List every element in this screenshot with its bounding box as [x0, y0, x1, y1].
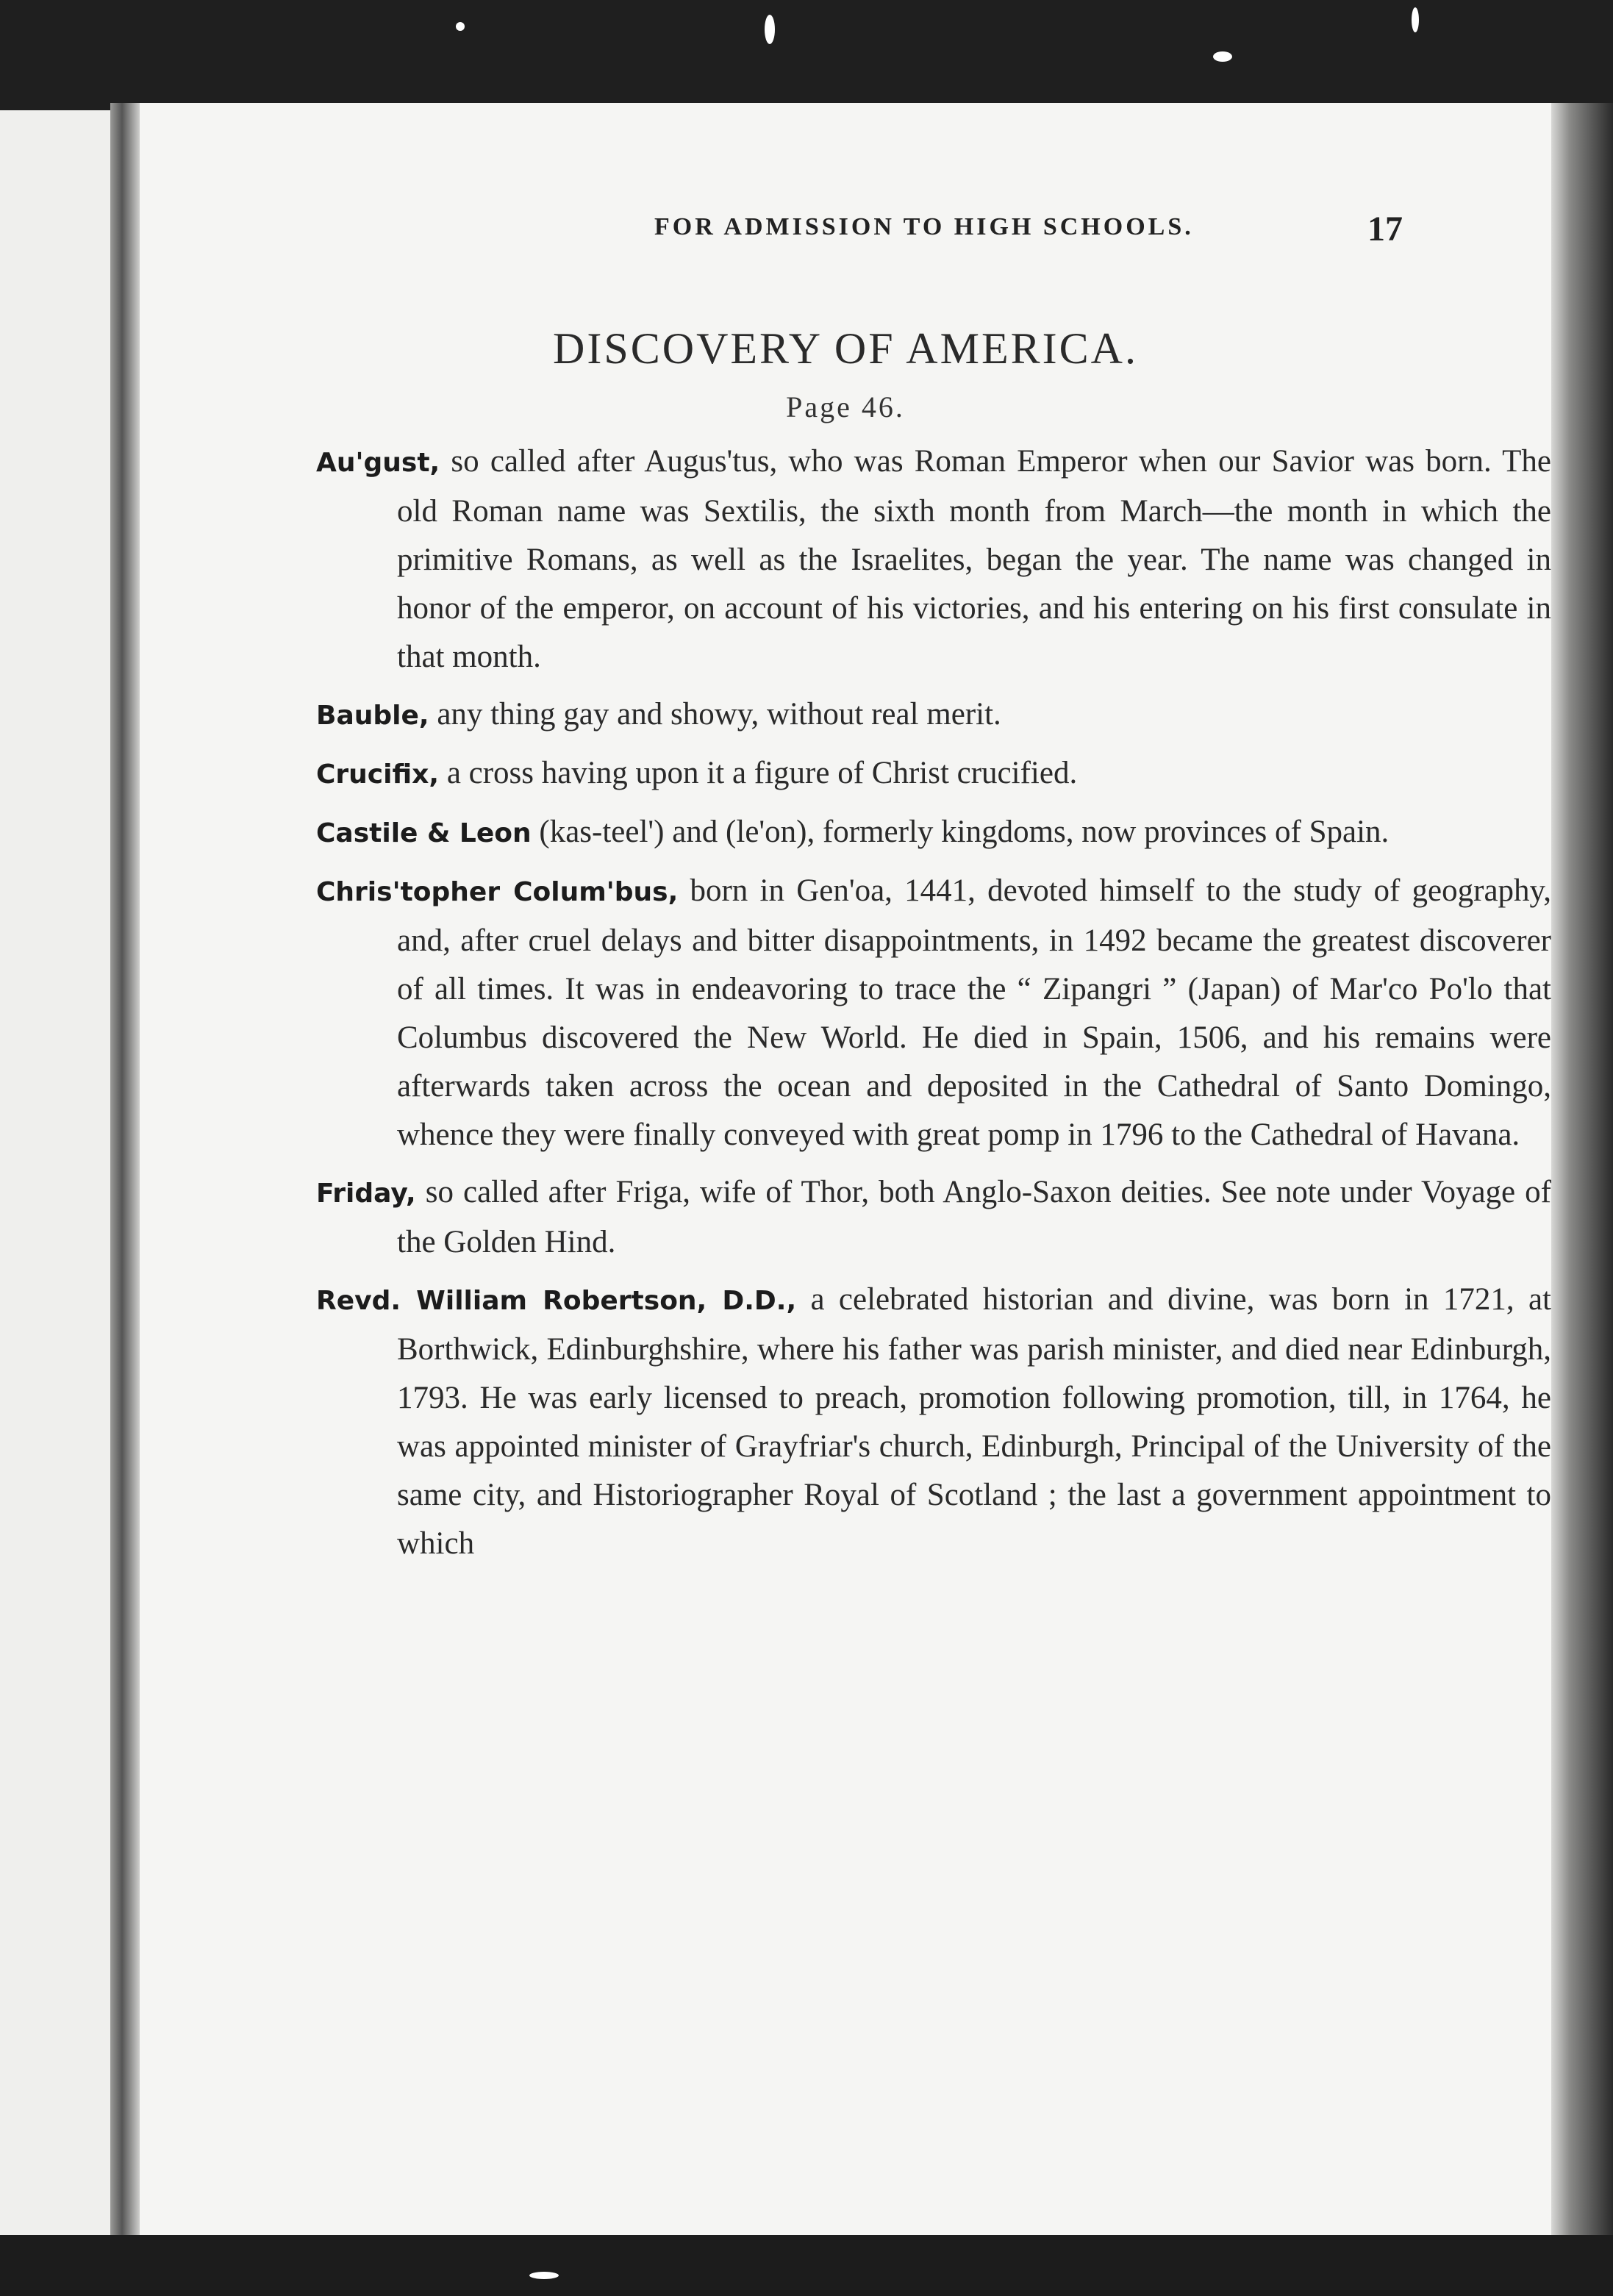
entry-term: Crucifix, — [316, 759, 440, 790]
scan-top-border — [0, 0, 1613, 110]
scan-bottom-border — [0, 2235, 1613, 2296]
running-head: FOR ADMISSION TO HIGH SCHOOLS. — [654, 213, 1194, 240]
glossary-entry — [316, 808, 1551, 858]
page-reference: Page 46. — [786, 390, 905, 423]
entry-term: Friday, — [316, 1179, 416, 1209]
section-title: DISCOVERY OF AMERICA. — [553, 324, 1138, 373]
book-gutter — [110, 103, 140, 2235]
dust-speck — [1412, 7, 1419, 32]
glossary-entry — [316, 1276, 1551, 1568]
entry-text: (kas-teel') and (le'on), formerly kingdoms, now provinces of Spain. — [531, 815, 1390, 849]
page-number: 17 — [1367, 210, 1403, 248]
dust-speck — [529, 2272, 559, 2279]
dust-speck — [1213, 51, 1232, 62]
glossary-entry — [316, 1168, 1551, 1267]
book-page — [140, 103, 1551, 2235]
entry-text: a cross having upon it a figure of Christ crucified. — [439, 756, 1078, 790]
glossary-entry — [316, 690, 1551, 740]
glossary-entries — [316, 437, 1551, 1577]
entry-text: any thing gay and showy, without real merit. — [429, 697, 1001, 732]
entry-term: Castile & Leon — [316, 818, 532, 848]
entry-text: a celebrated historian and divine, was born in 1721, at Borthwick, Edinburghshire, where his father was parish minister, and died near Edinburgh, 1793. He was early licensed to preach, promotion following promotion, till, in 1764, he was appointed minister of Grayfriar's church, Edinburgh, Principal of the University of the same city, and Historiographer Royal of Scotland ; the last a government appointment to which — [397, 1282, 1551, 1561]
entry-term: Revd. William Robertson, D.D., — [316, 1286, 797, 1316]
entry-term: Chris'topher Colum'bus, — [316, 877, 679, 907]
dust-speck — [456, 22, 465, 31]
dust-speck — [765, 15, 775, 44]
entry-text: born in Gen'oa, 1441, devoted himself to the study of geography, and, after cruel delays and bitter disappointments, in 1492 became the greatest discoverer of all times. It was in endeavoring to trace the “ Zipangri ” (Japan) of Mar'co Po'lo that Columbus discovered the New World. He died in Spain, 1506, and his remains were afterwards taken across the ocean and deposited in the Cathedral of Santo Domingo, whence they were finally conveyed with great pomp in 1796 to the Cathedral of Havana. — [397, 873, 1551, 1152]
entry-term: Bauble, — [316, 701, 429, 731]
entry-text: so called after Friga, wife of Thor, both Anglo-Saxon deities. See note under Voyage of the Golden Hind. — [397, 1175, 1551, 1259]
page-header — [522, 210, 1507, 265]
entry-term: Au'gust, — [316, 448, 440, 478]
glossary-entry — [316, 867, 1551, 1159]
entry-text: so called after Augus'tus, who was Roman Emperor when our Savior was born. The old Roman name was Sextilis, the sixth month from March—the month in which the primitive Romans, as well as the Israelites, began the year. The name was changed in honor of the emperor, on account of his victories, and his entering on his first consulate in that month. — [397, 444, 1551, 674]
glossary-entry — [316, 749, 1551, 799]
page-right-edge — [1551, 103, 1613, 2235]
glossary-entry — [316, 437, 1551, 682]
facing-page-edge — [0, 110, 110, 2235]
